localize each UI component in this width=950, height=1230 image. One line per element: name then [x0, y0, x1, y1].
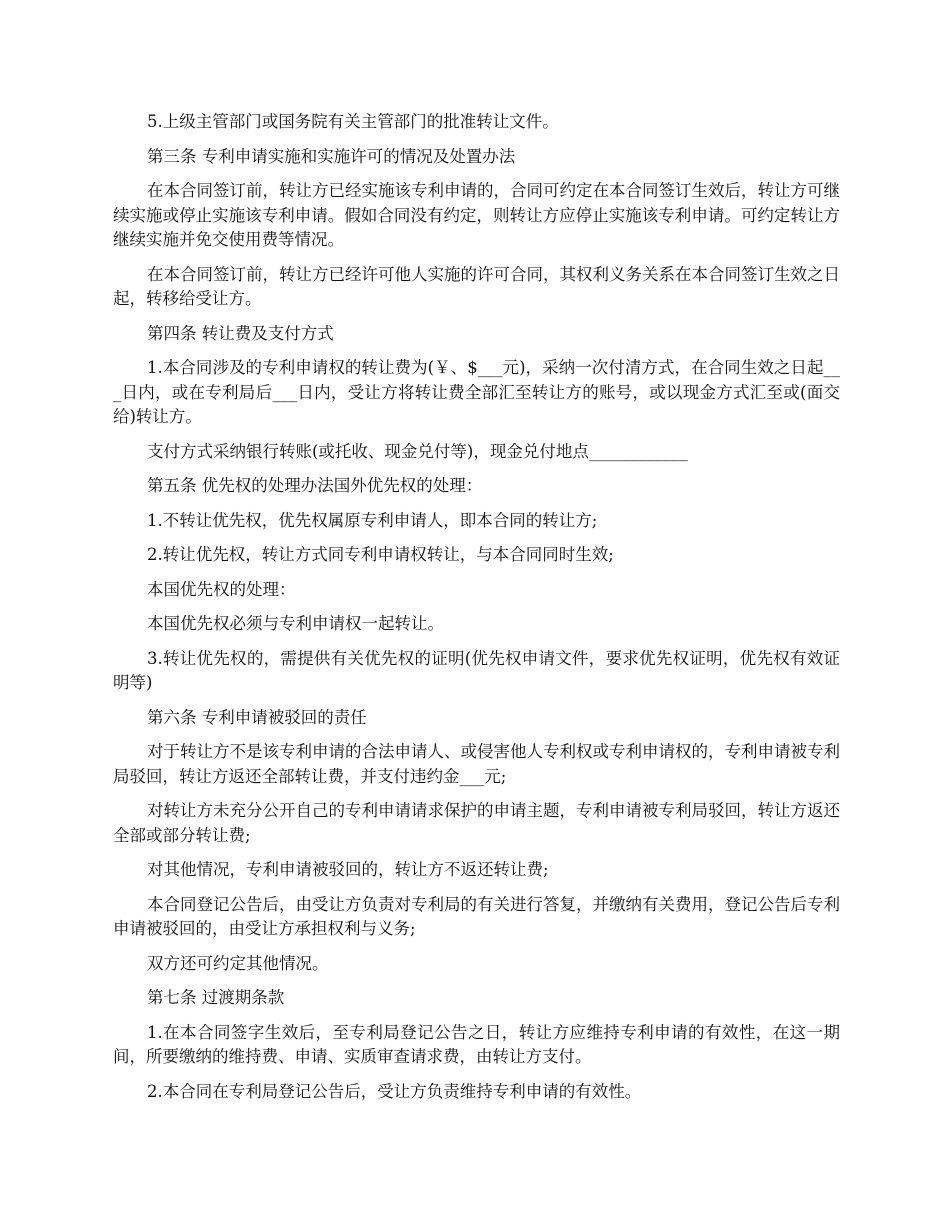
paragraph-existing-licenses: 在本合同签订前，转让方已经许可他人实施的许可合同，其权利义务关系在本合同签订生效之日起，转移给受让方。 — [113, 264, 840, 308]
paragraph-payment-method: 支付方式采纳银行转账(或托收、现金兑付等)，现金兑付地点____________ — [147, 441, 688, 461]
paragraph-other-agreements: 双方还可约定其他情况。 — [147, 953, 329, 973]
paragraph-domestic-priority-title: 本国优先权的处理： — [147, 579, 296, 599]
heading-article-5: 第五条 优先权的处理办法国外优先权的处理： — [147, 476, 483, 495]
paragraph-other-rejections: 对其他情况，专利申请被驳回的，转让方不返还转让费; — [147, 860, 549, 879]
paragraph-approval-documents: 5.上级主管部门或国务院有关主管部门的批准转让文件。 — [147, 112, 559, 131]
document-body — [113, 110, 840, 1114]
paragraph-domestic-priority-rule: 本国优先权必须与专利申请权一起转让。 — [147, 614, 444, 633]
paragraph-transfer-fee: 1.本合同涉及的专利申请权的转让费为(￥、$___元)，采纳一次付清方式，在合同生效之日起___日内，或在专利局后___日内，受让方将转让费全部汇至转让方的账号，或以现金方式汇至或(面交给)转让方。 — [113, 358, 840, 426]
paragraph-after-announcement: 本合同登记公告后，由受让方负责对专利局的有关进行答复，并缴纳有关费用，登记公告后专利申请被驳回的，由受让方承担权利与义务; — [113, 894, 840, 938]
heading-article-6: 第六条 专利申请被驳回的责任 — [147, 707, 367, 727]
paragraph-priority-proof: 3.转让优先权的，需提供有关优先权的证明(优先权申请文件，要求优先权证明，优先权有效证明等) — [113, 648, 840, 692]
paragraph-after-registration: 2.本合同在专利局登记公告后，受让方负责维持专利申请的有效性。 — [147, 1081, 642, 1101]
heading-article-4: 第四条 转让费及支付方式 — [147, 323, 334, 343]
heading-article-3: 第三条 专利申请实施和实施许可的情况及处置办法 — [147, 146, 516, 166]
paragraph-no-priority-transfer: 1.不转让优先权，优先权属原专利申请人，即本合同的转让方; — [147, 510, 598, 530]
paragraph-illegal-applicant: 对于转让方不是该专利申请的合法申请人、或侵害他人专利权或专利申请权的，专利申请被专利局驳回，转让方返还全部转让费，并支付违约金___元; — [113, 742, 840, 786]
paragraph-implementation-before-signing: 在本合同签订前，转让方已经实施该专利申请的，合同可约定在本合同签订生效后，转让方可继续实施或停止实施该专利申请。假如合同没有约定，则转让方应停止实施该专利申请。可约定转让方继续实施并免交使用费等情况。 — [113, 181, 840, 249]
paragraph-priority-transfer: 2.转让优先权，转让方式同专利申请权转让，与本合同同时生效; — [147, 545, 614, 564]
heading-article-7: 第七条 过渡期条款 — [147, 988, 285, 1007]
paragraph-transition-maintenance: 1.在本合同签字生效后，至专利局登记公告之日，转让方应维持专利申请的有效性，在这一期间，所要缴纳的维持费、申请、实质审查请求费，由转让方支付。 — [113, 1022, 840, 1066]
paragraph-insufficient-disclosure: 对转让方未充分公开自己的专利申请请求保护的申请主题，专利申请被专利局驳回，转让方返还全部或部分转让费; — [113, 801, 840, 845]
